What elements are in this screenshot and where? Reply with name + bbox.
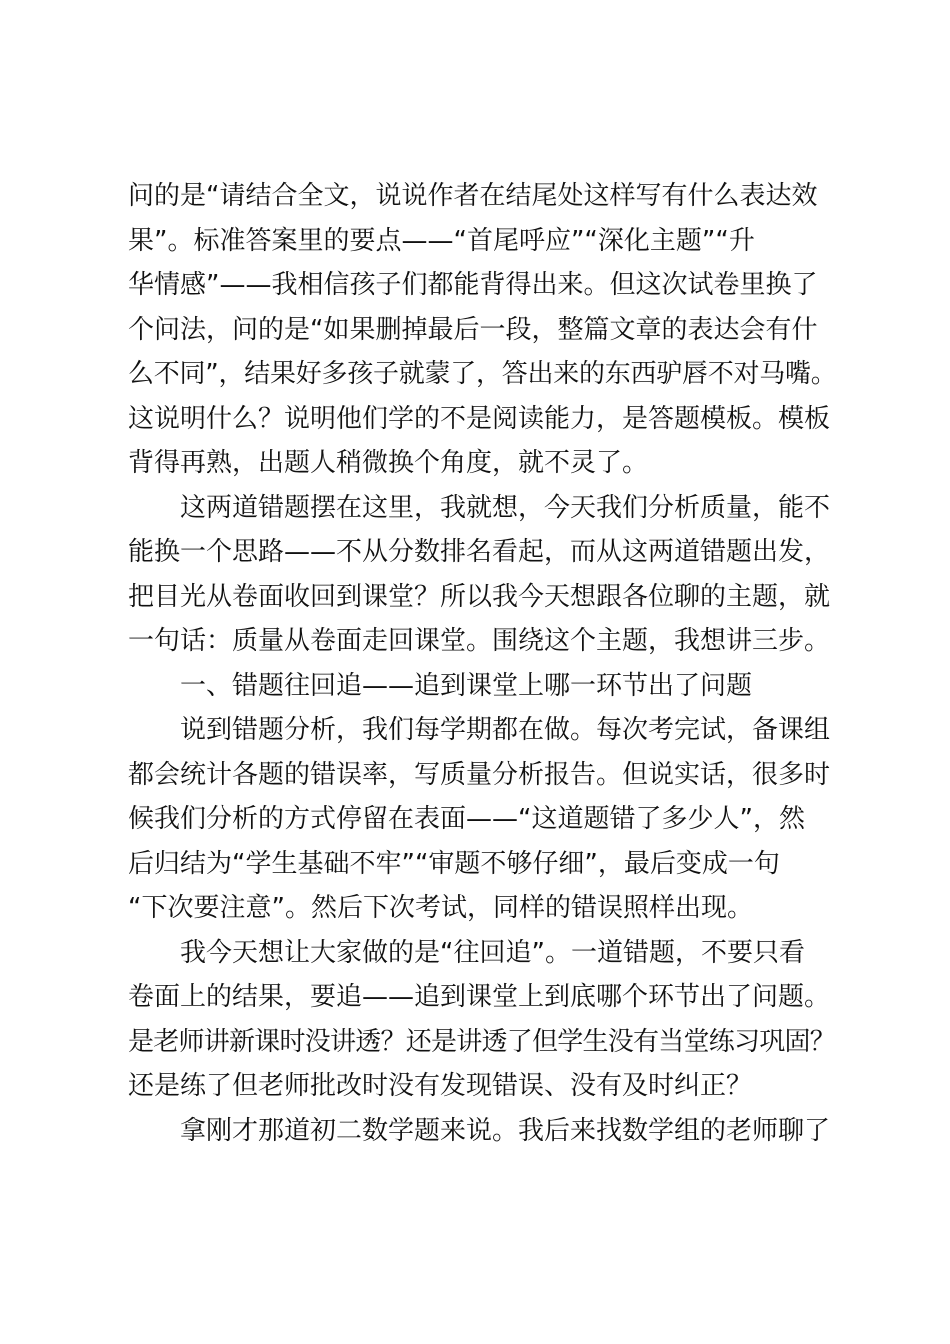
text-line: 个问法，问的是“如果删掉最后一段，整篇文章的表达会有什 xyxy=(128,314,818,345)
text-line: 还是练了但老师批改时没有发现错误、没有及时纠正？ xyxy=(128,1071,753,1101)
text-line: 这说明什么？说明他们学的不是阅读能力，是答题模板。模板 xyxy=(128,403,831,434)
paragraph-start-line: 说到错题分析，我们每学期都在做。每次考完试，备课组 xyxy=(180,715,831,745)
text-line: 把目光从卷面收回到课堂？所以我今天想跟各位聊的主题，就 xyxy=(128,581,831,612)
text-line: 能换一个思路——不从分数排名看起，而从这两道错题出发， xyxy=(128,537,831,567)
text-line: 卷面上的结果，要追——追到课堂上到底哪个环节出了问题。 xyxy=(128,982,831,1012)
text-line: 么不同”，结果好多孩子就蒙了，答出来的东西驴唇不对马嘴。 xyxy=(128,359,837,389)
text-line: 是老师讲新课时没讲透？还是讲透了但学生没有当堂练习巩固？ xyxy=(128,1026,836,1057)
paragraph-start-line: 这两道错题摆在这里，我就想，今天我们分析质量，能不 xyxy=(180,492,831,523)
text-line: 候我们分析的方式停留在表面——“这道题错了多少人”，然 xyxy=(128,804,805,834)
text-line: 后归结为“学生基础不牢”“审题不够仔细”，最后变成一句 xyxy=(128,848,780,879)
text-line: 都会统计各题的错误率，写质量分析报告。但说实话，很多时 xyxy=(128,759,831,790)
section-heading: 一、错题往回追——追到课堂上哪一环节出了问题 xyxy=(180,670,753,701)
paragraph-start-line: 拿刚才那道初二数学题来说。我后来找数学组的老师聊了 xyxy=(180,1115,831,1146)
text-line: 华情感”——我相信孩子们都能背得出来。但这次试卷里换了 xyxy=(128,270,818,300)
text-line: 背得再熟，出题人稍微换个角度，就不灵了。 xyxy=(128,448,649,478)
text-line: 问的是“请结合全文，说说作者在结尾处这样写有什么表达效 xyxy=(128,181,818,211)
text-line: 果”。标准答案里的要点——“首尾呼应”“深化主题”“升 xyxy=(128,225,755,256)
body-text xyxy=(128,174,838,1153)
paragraph-start-line: 我今天想让大家做的是“往回追”。一道错题，不要只看 xyxy=(180,937,805,968)
text-line: 一句话：质量从卷面走回课堂。围绕这个主题，我想讲三步。 xyxy=(128,626,831,656)
text-line: “下次要注意”。然后下次考试，同样的错误照样出现。 xyxy=(128,893,753,923)
